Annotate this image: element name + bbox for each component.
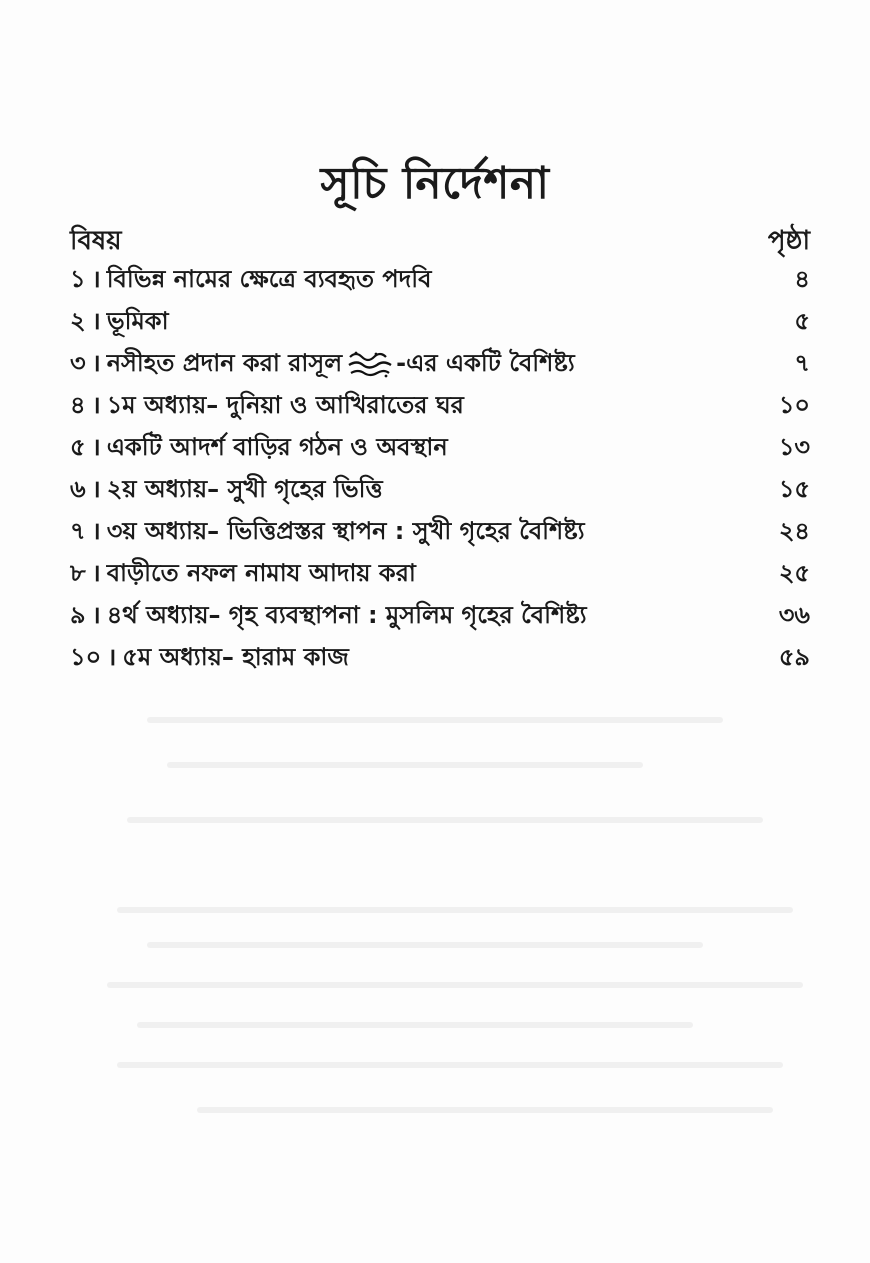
entry-title: ১ম অধ্যায়– দুনিয়া ও আখিরাতের ঘর (106, 391, 464, 419)
entry-page-number: ৪ (794, 265, 810, 293)
entry-number: ৮ (70, 559, 86, 587)
entry-page-number: ১৩ (778, 433, 810, 461)
toc-entry (70, 636, 810, 678)
toc-entry (70, 468, 810, 510)
entry-page-number: ৩৬ (778, 601, 810, 629)
entry-number: ৬ (70, 475, 86, 503)
entry-title: ৫ম অধ্যায়– হারাম কাজ (122, 643, 349, 671)
entry-separator: । (91, 559, 101, 587)
entry-separator: । (91, 391, 101, 419)
entry-number: ৯ (70, 601, 86, 629)
entry-separator: । (91, 265, 101, 293)
entry-page-number: ২৫ (778, 559, 810, 587)
entry-page-number: ৫ (794, 307, 810, 335)
entry-title-continuation: -এর একটি বৈশিষ্ট্য (396, 349, 575, 377)
entry-title: বিভিন্ন নামের ক্ষেত্রে ব্যবহৃত পদবি (106, 265, 432, 293)
entry-number: ৫ (70, 433, 86, 461)
entry-number: ৪ (70, 391, 86, 419)
entry-page-number: ২৪ (778, 517, 810, 545)
toc-entry (70, 552, 810, 594)
salawat-calligraphy-icon (346, 349, 394, 379)
toc-entry (70, 384, 810, 426)
toc-entry (70, 510, 810, 552)
entry-number: ২ (70, 307, 86, 335)
toc-entry (70, 594, 810, 636)
entry-separator: । (91, 349, 101, 377)
table-of-contents (70, 258, 810, 678)
page-column-header: পৃষ্ঠা (767, 226, 810, 256)
entry-page-number: ১৫ (778, 475, 810, 503)
entry-separator: । (107, 643, 117, 671)
toc-header (70, 220, 810, 260)
entry-title: ৪র্থ অধ্যায়– গৃহ ব্যবস্থাপনা : মুসলিম গৃহের বৈশিষ্ট্য (106, 601, 587, 629)
entry-number: ১ (70, 265, 86, 293)
toc-entry (70, 258, 810, 300)
entry-separator: । (91, 601, 101, 629)
entry-separator: । (91, 475, 101, 503)
entry-title: একটি আদর্শ বাড়ির গঠন ও অবস্থান (106, 433, 448, 461)
entry-title: ৩য় অধ্যায়– ভিত্তিপ্রস্তর স্থাপন : সুখী গৃহের বৈশিষ্ট্য (106, 517, 585, 545)
toc-entry (70, 426, 810, 468)
entry-page-number: ১০ (778, 391, 810, 419)
entry-page-number: ৫৯ (778, 643, 810, 671)
entry-separator: । (91, 517, 101, 545)
entry-separator: । (91, 307, 101, 335)
entry-page-number: ৭ (794, 349, 810, 377)
page-title: সূচি নির্দেশনা (320, 158, 550, 209)
entry-separator: । (91, 433, 101, 461)
toc-entry (70, 342, 810, 384)
subject-column-header: বিষয় (70, 226, 122, 256)
toc-entry (70, 300, 810, 342)
entry-title: ২য় অধ্যায়– সুখী গৃহের ভিত্তি (106, 475, 383, 503)
entry-title: বাড়ীতে নফল নামায আদায় করা (106, 559, 416, 587)
entry-title: নসীহত প্রদান করা রাসূল (106, 349, 343, 377)
entry-number: ১০ (70, 643, 102, 671)
entry-number: ৭ (70, 517, 86, 545)
entry-title: ভূমিকা (106, 307, 169, 335)
entry-number: ৩ (70, 349, 86, 377)
